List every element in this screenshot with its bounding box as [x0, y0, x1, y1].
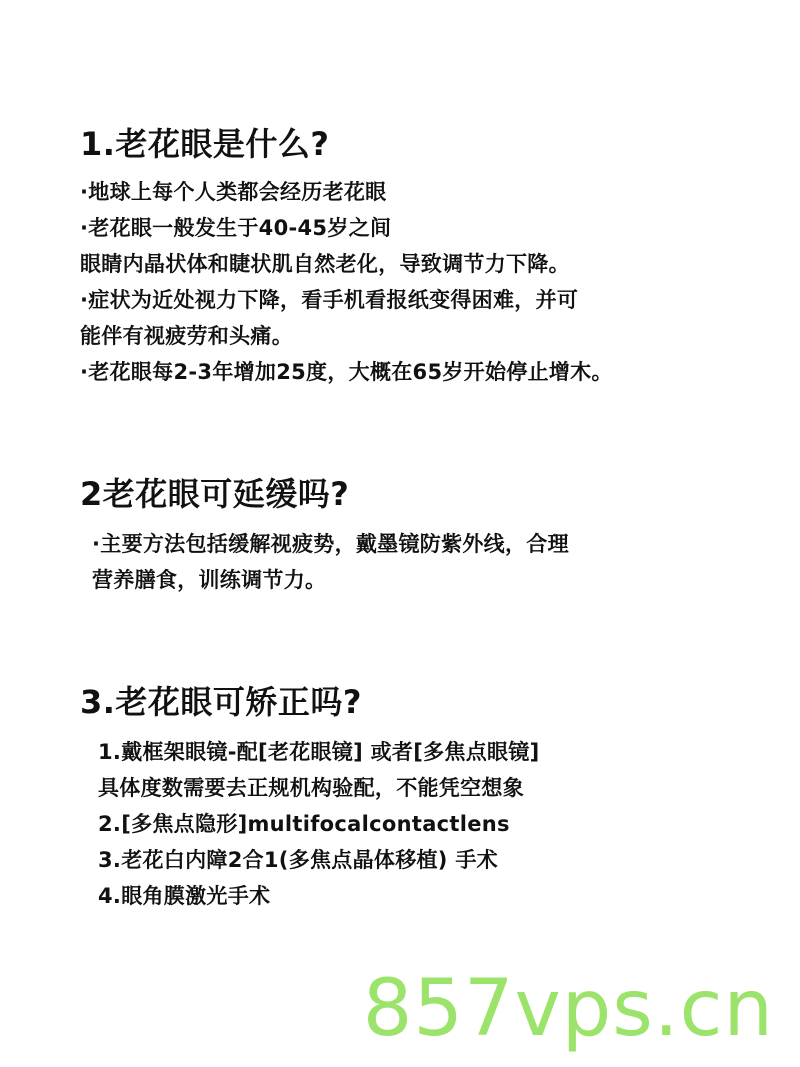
section-2-list — [92, 526, 569, 598]
section-1-list — [80, 174, 613, 390]
list-item: 营养膳食，训练调节力。 — [92, 568, 327, 592]
list-item: ·地球上每个人类都会经历老花眼 — [80, 180, 387, 204]
section-3-list — [98, 734, 540, 914]
section-2-heading: 2老花眼可延缓吗? — [80, 475, 350, 513]
list-item: 具体度数需要去正规机构验配，不能凭空想象 — [98, 776, 524, 800]
list-item: ·主要方法包括缓解视疲势，戴墨镜防紫外线，合理 — [92, 532, 569, 556]
list-item: ·症状为近处视力下降，看手机看报纸变得困难，并可 — [80, 288, 579, 312]
list-item: ·老花眼每2-3年增加25度，大概在65岁开始停止增木。 — [80, 360, 613, 384]
watermark-text: 857vps.cn — [362, 964, 774, 1054]
list-item: 4.眼角膜激光手术 — [98, 884, 271, 908]
list-item: 1.戴框架眼镜-配[老花眼镜] 或者[多焦点眼镜] — [98, 740, 540, 764]
list-item: 3.老花白内障2合1(多焦点晶体移植) 手术 — [98, 848, 498, 872]
section-3-heading: 3.老花眼可矫正吗? — [80, 683, 362, 721]
list-item: 能伴有视疲劳和头痛。 — [80, 324, 293, 348]
list-item: 2.[多焦点隐形]multifocalcontactlens — [98, 812, 510, 836]
list-item: ·老花眼一般发生于40-45岁之间 — [80, 216, 392, 240]
section-1-heading: 1.老花眼是什么? — [80, 125, 330, 163]
list-item: 眼睛内晶状体和睫状肌自然老化，导致调节力下降。 — [80, 252, 570, 276]
